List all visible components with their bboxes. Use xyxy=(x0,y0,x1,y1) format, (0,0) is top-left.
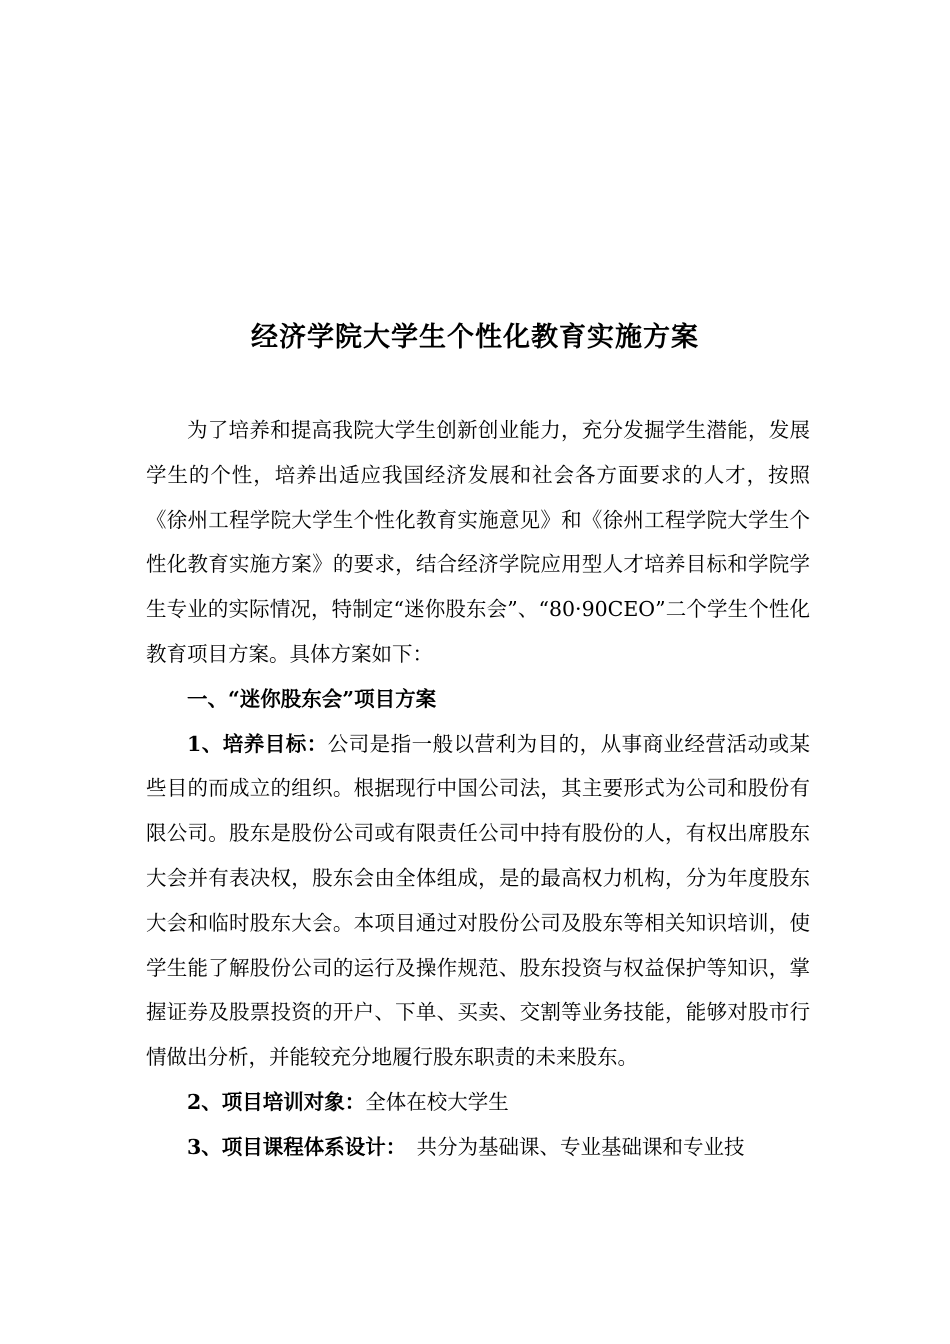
item-training-goal xyxy=(146,722,810,1080)
item-training-target-text: 全体在校大学生 xyxy=(365,1089,509,1114)
item-course-design-text: 共分为基础课、专业基础课和专业技 xyxy=(396,1134,745,1159)
item-training-target-label: 2、项目培训对象： xyxy=(187,1089,366,1114)
intro-paragraph: 为了培养和提高我院大学生创新创业能力，充分发掘学生潜能，发展学生的个性，培养出适应我国经济发展和社会各方面要求的人才，按照《徐州工程学院大学生个性化教育实施意见》和《徐州工程学院大学生个性化教育实施方案》的要求，结合经济学院应用型人才培养目标和学院学生专业的实际情况，特制定“迷你股东会”、“80·90CEO”二个学生个性化教育项目方案。具体方案如下： xyxy=(146,418,810,666)
item-training-goal-text: 公司是指一般以营利为目的，从事商业经营活动或某些目的而成立的组织。根据现行中国公司法，其主要形式为公司和股份有限公司。股东是股份公司或有限责任公司中持有股份的人，有权出席股东大会并有表决权，股东会由全体组成，是的最高权力机构，分为年度股东大会和临时股东大会。本项目通过对股份公司及股东等相关知识培训，使学生能了解股份公司的运行及操作规范、股东投资与权益保护等知识，掌握证券及股票投资的开户、下单、买卖、交割等业务技能，能够对股市行情做出分析，并能较充分地履行股东职责的未来股东。 xyxy=(146,731,811,1070)
document-body xyxy=(146,408,810,1170)
item-course-design xyxy=(146,1125,810,1170)
section-heading-mini-shareholders: 一、“迷你股东会”项目方案 xyxy=(187,686,437,711)
document-title: 经济学院大学生个性化教育实施方案 xyxy=(251,322,699,353)
item-course-design-label: 3、项目课程体系设计： xyxy=(187,1134,397,1159)
item-training-goal-label: 1、培养目标： xyxy=(187,731,328,756)
item-training-target xyxy=(146,1080,810,1125)
